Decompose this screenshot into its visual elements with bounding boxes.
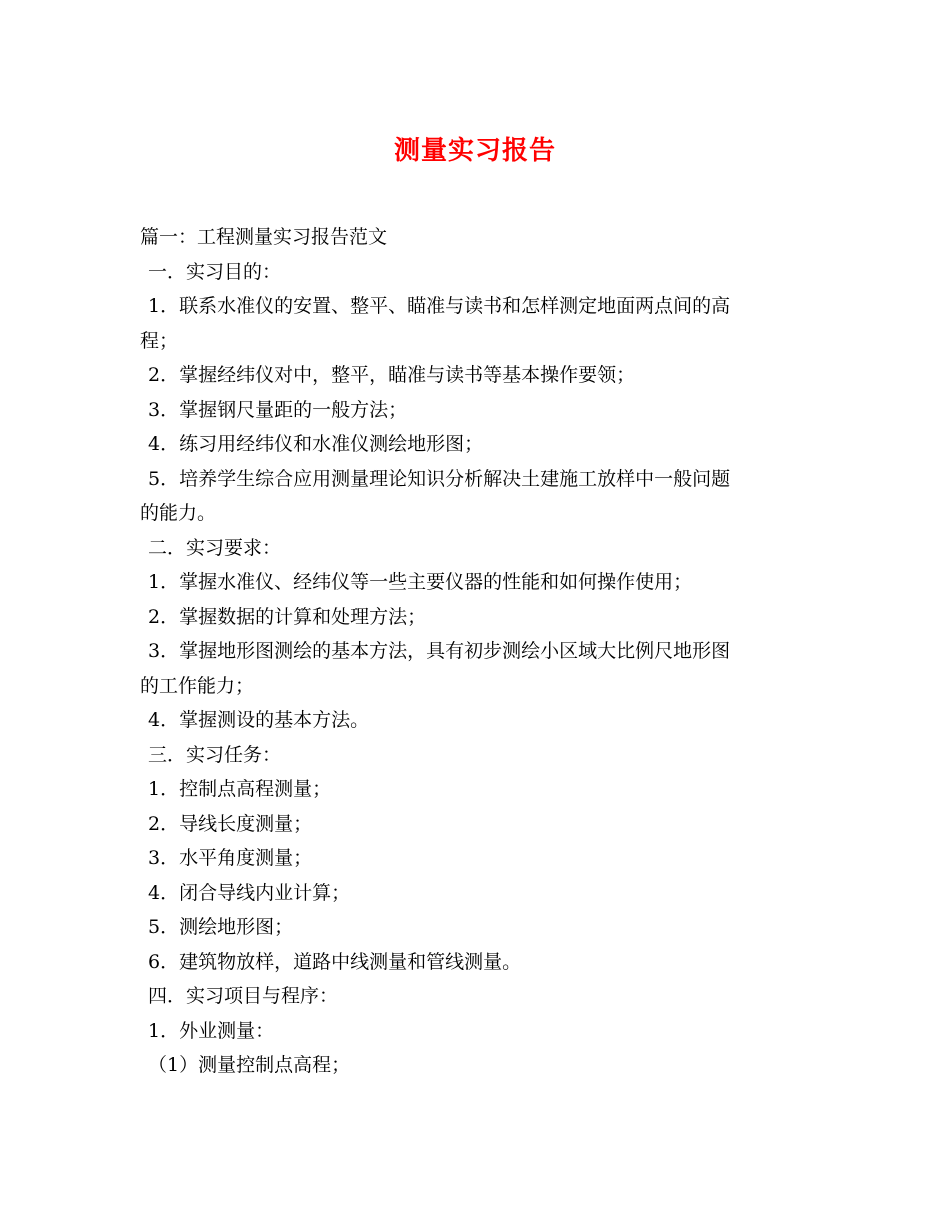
list-item: 4．练习用经纬仪和水准仪测绘地形图； [148,433,484,455]
list-item: 3．掌握地形图测绘的基本方法，具有初步测绘小区域大比例尺地形图 [148,640,731,662]
document-title: 测量实习报告 [393,136,556,166]
list-item: 2．掌握数据的计算和处理方法； [148,605,427,628]
list-item: 2．导线长度测量； [148,812,313,835]
list-item: 3．掌握钢尺量距的一般方法； [148,398,408,421]
document-body [140,220,815,1083]
section-heading: 三．实习任务： [148,743,282,766]
list-item-continuation: 的能力。 [140,502,217,524]
list-item: 3．水平角度测量； [148,847,313,869]
list-item-continuation: 程； [140,329,179,352]
list-item: 2．掌握经纬仪对中，整平，瞄准与读书等基本操作要领； [148,364,636,386]
section-heading: 篇一：工程测量实习报告范文 [140,226,388,248]
list-item: 4．掌握测设的基本方法。 [148,709,370,731]
list-item: 5．培养学生综合应用测量理论知识分析解决土建施工放样中一般问题 [148,467,731,490]
sub-list-item: （1）测量控制点高程； [148,1054,351,1076]
list-item: 4．闭合导线内业计算； [148,881,351,904]
section-heading: 二．实习要求： [148,536,282,559]
list-item: 1．控制点高程测量； [148,778,332,800]
list-item: 1．掌握水准仪、经纬仪等一些主要仪器的性能和如何操作使用； [148,571,693,593]
list-item: 1．外业测量： [148,1019,275,1042]
list-item: 5．测绘地形图； [148,916,294,938]
section-heading: 一．实习目的： [148,260,282,283]
section-heading: 四．实习项目与程序： [148,985,339,1007]
list-item: 6．建筑物放样，道路中线测量和管线测量。 [148,950,522,973]
list-item-continuation: 的工作能力； [140,674,255,697]
list-item: 1．联系水准仪的安置、整平、瞄准与读书和怎样测定地面两点间的高 [148,295,731,317]
